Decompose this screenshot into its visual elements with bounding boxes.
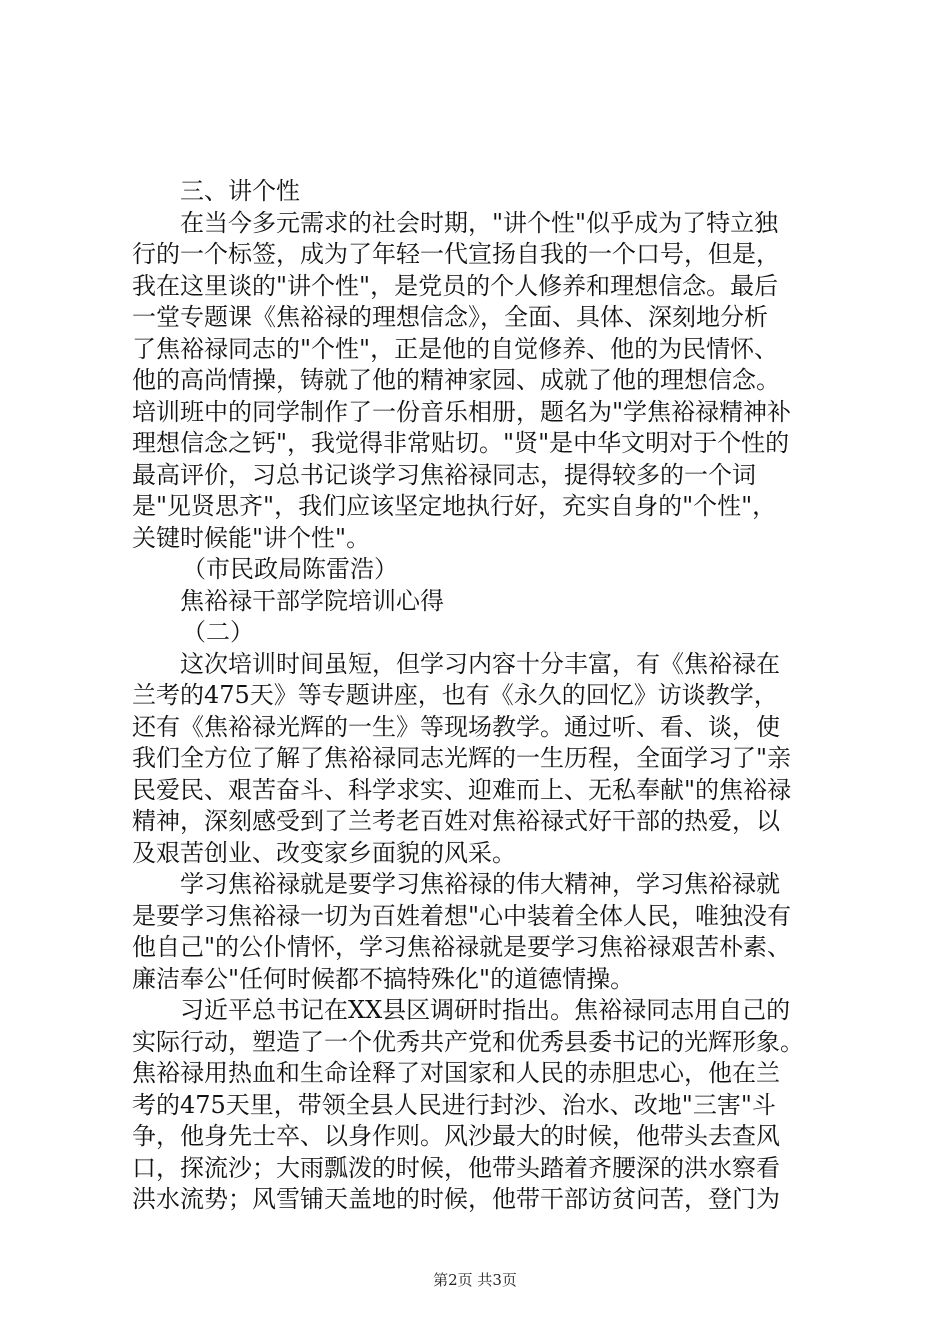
paragraph-line: 焦裕禄用热血和生命诠释了对国家和人民的赤胆忠心，他在兰 <box>132 1059 780 1087</box>
paragraph-line: 是"见贤思齐"，我们应该坚定地执行好，充实自身的"个性"， <box>132 492 777 520</box>
paragraph-line: 最高评价，习总书记谈学习焦裕禄同志，提得较多的一个词 <box>132 460 756 489</box>
paragraph-line: 培训班中的同学制作了一份音乐相册，题名为"学焦裕禄精神补 <box>132 397 792 426</box>
paragraph-line: 理想信念之钙"，我觉得非常贴切。"贤"是中华文明对于个性的 <box>132 429 790 457</box>
paragraph-line: 还有《焦裕禄光辉的一生》等现场教学。通过听、看、谈，使 <box>132 712 780 741</box>
paragraph-line: 这次培训时间虽短，但学习内容十分丰富，有《焦裕禄在 <box>180 649 780 678</box>
paragraph-line: 他的高尚情操，铸就了他的精神家园、成就了他的理想信念。 <box>132 366 780 394</box>
page-number: 第2页 共3页 <box>433 1271 517 1289</box>
paragraph-line: 了焦裕禄同志的"个性"，正是他的自觉修养、他的为民情怀、 <box>132 334 779 363</box>
paragraph-line: 他自己"的公仆情怀，学习焦裕禄就是要学习焦裕禄艰苦朴素、 <box>132 933 792 961</box>
paragraph-line: 洪水流势；风雪铺天盖地的时候，他带干部访贫问苦，登门为 <box>132 1185 780 1213</box>
paragraph-line: 我们全方位了解了焦裕禄同志光辉的一生历程，全面学习了"亲 <box>132 744 792 772</box>
document-body <box>132 176 850 1216</box>
paragraph-line: 口，探流沙；大雨瓢泼的时候，他带头踏着齐腰深的洪水察看 <box>132 1153 780 1182</box>
paragraph-line: 一堂专题课《焦裕禄的理想信念》，全面、具体、深刻地分析 <box>132 303 768 331</box>
paragraph-line: 考的475天里，带领全县人民进行封沙、治水、改地"三害"斗 <box>132 1090 776 1119</box>
page-footer <box>0 1270 950 1290</box>
paragraph-line: 及艰苦创业、改变家乡面貌的风采。 <box>132 838 516 867</box>
paragraph-line: 学习焦裕禄就是要学习焦裕禄的伟大精神，学习焦裕禄就 <box>180 870 780 898</box>
paragraph-line: 关键时候能"讲个性"。 <box>132 523 371 552</box>
paragraph-line: 兰考的475天》等专题讲座，也有《永久的回忆》访谈教学， <box>132 681 778 709</box>
part-number: （二） <box>182 618 254 646</box>
author-attribution: （市民政局陈雷浩） <box>182 555 398 583</box>
paragraph-line: 行的一个标签，成为了年轻一代宣扬自我的一个口号，但是， <box>132 240 780 268</box>
paragraph-line: 精神，深刻感受到了兰考老百姓对焦裕禄式好干部的热爱，以 <box>132 807 780 835</box>
section-heading: 三、讲个性 <box>180 177 300 205</box>
paragraph-line: 争，他身先士卒、以身作则。风沙最大的时候，他带头去查风 <box>132 1122 780 1150</box>
paragraph-line: 习近平总书记在XX县区调研时指出。焦裕禄同志用自己的 <box>180 996 791 1024</box>
paragraph-line: 我在这里谈的"讲个性"，是党员的个人修养和理想信念。最后 <box>132 271 779 300</box>
paragraph-line: 民爱民、艰苦奋斗、科学求实、迎难而上、无私奉献"的焦裕禄 <box>132 775 792 804</box>
paragraph-line: 是要学习焦裕禄一切为百姓着想"心中装着全体人民，唯独没有 <box>132 901 792 930</box>
paragraph-line: 廉洁奉公"任何时候都不搞特殊化"的道德情操。 <box>132 964 635 993</box>
article-title: 焦裕禄干部学院培训心得 <box>180 586 444 615</box>
paragraph-line: 实际行动，塑造了一个优秀共产党和优秀县委书记的光辉形象。 <box>132 1027 804 1056</box>
paragraph-line: 在当今多元需求的社会时期，"讲个性"似乎成为了特立独 <box>180 208 779 237</box>
